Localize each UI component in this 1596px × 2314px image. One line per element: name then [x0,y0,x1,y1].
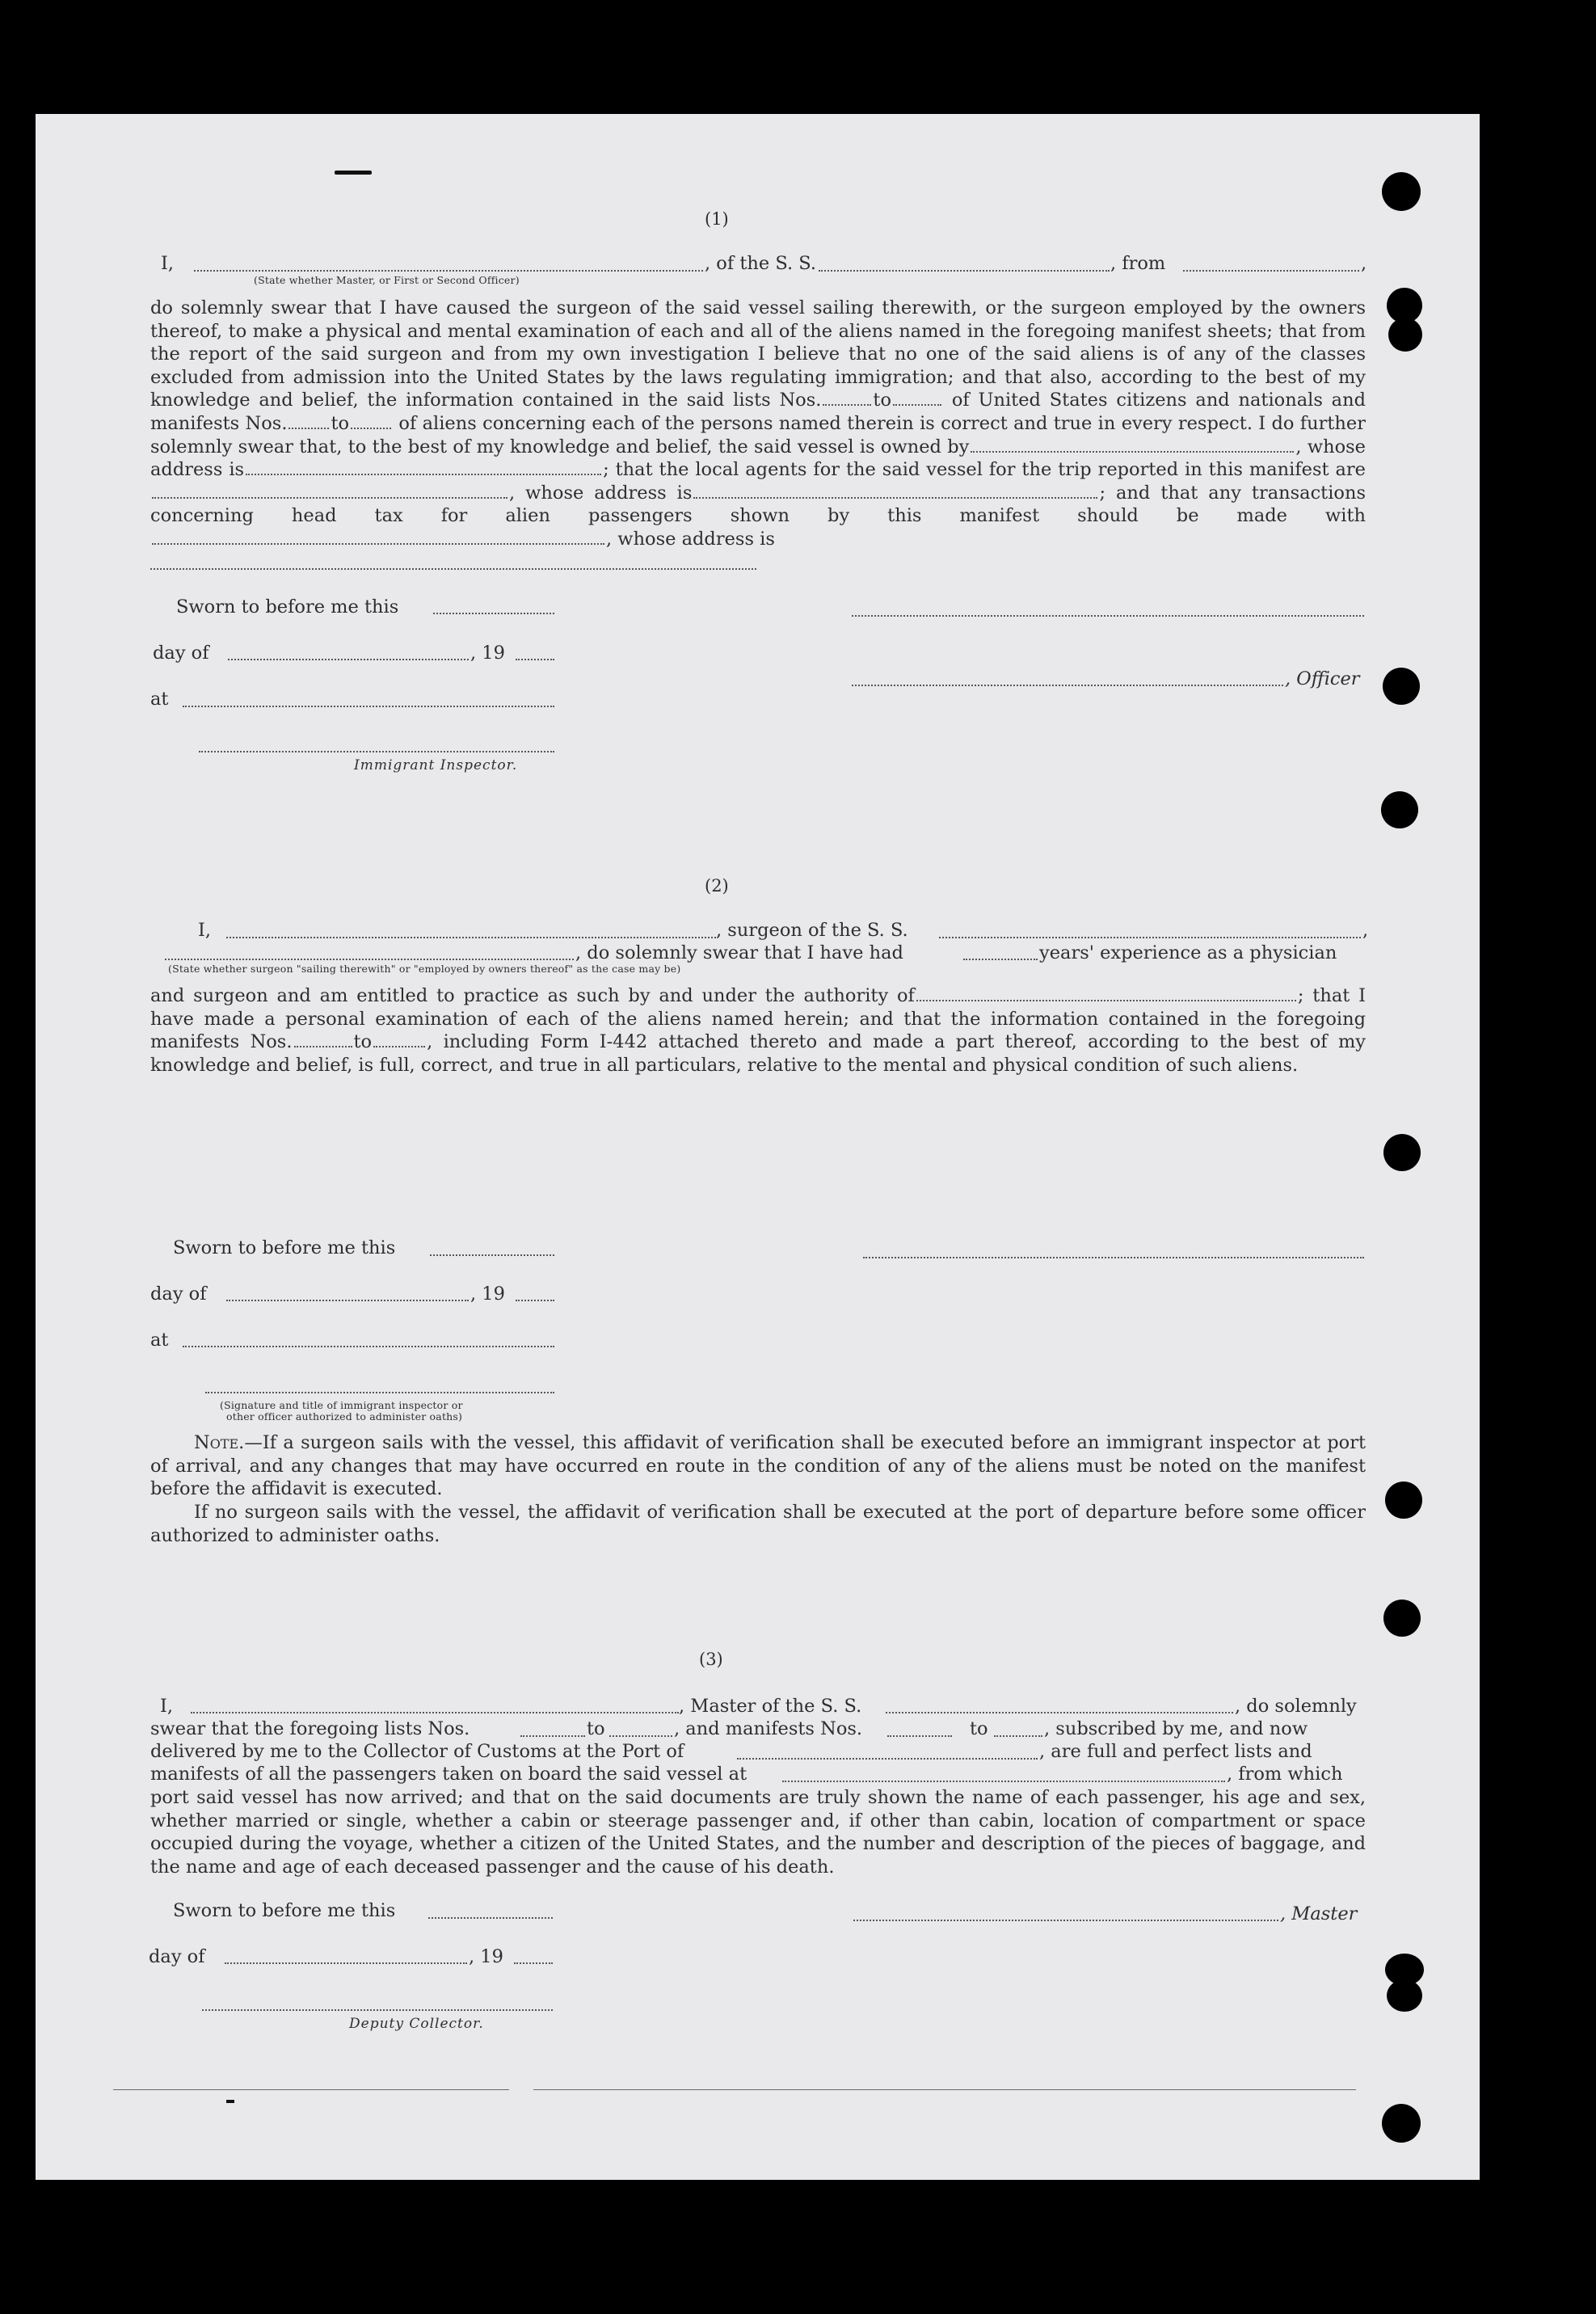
year-field[interactable] [514,1962,553,1964]
punch-hole [1383,1134,1421,1171]
label-do-solemnly: , do solemnly [1235,1696,1357,1717]
note-label: Note. [194,1432,245,1453]
manifests-to-field[interactable] [351,428,391,429]
punct: ; [603,459,609,481]
section-3-body [150,1786,1366,1878]
punch-hole [1382,172,1421,211]
surgeon-type-hint: (State whether surgeon "sailing therewith" or "employed by owners thereof" as the case may be) [168,963,681,975]
label-to: to [353,1031,373,1053]
at-field[interactable] [183,706,554,707]
sworn-label: Sworn to before me this [173,1237,396,1258]
inspector-signature-field[interactable] [199,751,554,752]
collector-caption: Deputy Collector. [349,2016,484,2032]
label-to: to [331,412,350,434]
surgeon-text-1: and surgeon and am entitled to practice as such by and under the authority of [150,985,915,1006]
oath-text-4: ; and that any transactions concerning head tax for alien passengers shown by this manifest should be made with [150,482,1366,527]
punch-hole [1382,2104,1421,2143]
manifests-to-field[interactable] [994,1735,1042,1737]
section-1-number: (1) [705,209,729,229]
note-text-2: If no surgeon sails with the vessel, the affidavit of verification shall be executed at the port of departure before some officer authorized to administer oaths. [150,1502,1366,1546]
footer-rule-left [113,2089,509,2090]
lists-to-field[interactable] [893,404,941,406]
note-text-1: —If a surgeon sails with the vessel, this affidavit of verification shall be executed before an immigrant inspector at port of arrival, and any changes that may have occurred en route in the condition of any of the aliens must be noted on the manifest before the affidavit is executed. [150,1432,1366,1500]
label-to: to [970,1718,988,1739]
section-3-number: (3) [699,1650,723,1669]
officer-signature-field[interactable] [852,685,1283,686]
sworn-day-field[interactable] [430,1254,554,1256]
owner-field[interactable] [971,451,1294,453]
punct: , [1362,920,1369,941]
year-field[interactable] [516,659,554,660]
punch-hole [1385,1482,1422,1519]
surgeon-signature-field[interactable] [863,1257,1364,1258]
oath-text-1: do solemnly swear that I have caused the surgeon of the said vessel sailing therewith, or the surgeon employed by the owners thereof, to make a physical and mental examination of each and all of the aliens named in the foregoing manifest sheets; that from the report of the said surgeon and from my own investigation I believe that no one of the said aliens is of any of the classes excluded from admission into the United States by the laws regulating immigration; and that also, according to the best of my knowledge and belief, the information contained in the said lists Nos. [150,297,1366,411]
label-of-ss: , of the S. S. [705,253,817,274]
officer-signature-line-top[interactable] [852,615,1364,617]
inspector-signature-field[interactable] [205,1392,554,1393]
lists-to-field[interactable] [609,1735,672,1737]
label-years-experience: years' experience as a physician [1039,942,1337,963]
surgeon-note-2 [150,1501,1366,1547]
oath-text-3: that the local agents for the said vessel for the trip reported in this manifest are [615,459,1366,481]
surgeon-text-3: , including Form I-442 attached thereto and made a part thereof, according to the best of my knowledge and belief, is full, correct, and true in all particulars, relative to the mental and physical condition of such aliens. [150,1031,1366,1076]
manifests-from-field[interactable] [294,1046,352,1047]
master-oath-text: port said vessel has now arrived; and that on the said documents are truly shown the name of each passenger, his age and sex, whether married or single, whether a cabin or steerage passenger and, if other than cabin, location of compartment or space occupied during the voyage, whether a citizen of the United States, and the number and description of the pieces of baggage, and the name and age of each deceased passenger and the cause of his death. [150,1787,1366,1878]
oath-text-2: of aliens concerning each of the persons named therein is correct and true in every respect. I do further solemnly swear that, to the best of my knowledge and belief, the said vessel is owned by [150,412,1366,457]
label-master-of: , Master of the S. S. [679,1696,862,1717]
section-1-line1 [161,253,174,274]
vessel-name-field[interactable] [819,270,1110,272]
label-i: I, [161,253,175,274]
section-2-body [150,984,1366,1077]
master-signature-field[interactable] [853,1920,1278,1921]
label-i: I, [198,920,212,941]
label-delivered: delivered by me to the Collector of Customs at the Port of [150,1741,684,1762]
label-whose-address: , whose address is [150,436,1366,481]
label-subscribed: , subscribed by me, and now [1044,1718,1308,1739]
from-port-field[interactable] [1183,270,1359,272]
dayof-label: day of [149,1946,205,1967]
year-label: , 19 [470,1283,505,1305]
punch-hole [1383,1600,1421,1637]
punct: , [509,482,516,504]
label-are-full: , are full and perfect lists and [1039,1741,1312,1762]
year-label: , 19 [470,643,505,664]
officer-label: , Officer [1285,668,1360,689]
label-from-which: , from which [1227,1764,1343,1785]
sworn-label: Sworn to before me this [173,1900,396,1921]
at-label: at [150,1330,169,1351]
sworn-day-field[interactable] [428,1917,553,1919]
label-manifests: , and manifests Nos. [674,1718,863,1739]
master-vessel-field[interactable] [886,1712,1233,1713]
at-field[interactable] [183,1346,554,1347]
year-label: , 19 [469,1946,503,1967]
dayof-field[interactable] [226,1300,469,1301]
punch-hole [1387,1979,1422,2012]
port-of-field[interactable] [737,1758,1038,1760]
embarkation-port-field[interactable] [782,1781,1225,1782]
surgeon-note [150,1431,1366,1501]
dayof-field[interactable] [228,659,469,660]
label-i: I, [160,1696,174,1717]
inspector-caption: Immigrant Inspector. [354,757,518,773]
year-field[interactable] [516,1300,554,1301]
signature-hint-2: other officer authorized to administer oaths) [226,1410,463,1423]
line-end-comma: , [1361,253,1367,274]
officer-name-field[interactable] [194,270,703,272]
footer-rule-right [533,2089,1356,2090]
surgeon-type-field[interactable] [165,959,574,960]
punct: ; [1297,985,1304,1006]
authority-field[interactable] [916,1000,1296,1001]
lists-from-field[interactable] [823,404,871,406]
head-tax-contact-field[interactable] [152,543,604,545]
dayof-label: day of [153,643,209,664]
punch-hole [1383,668,1420,705]
stray-mark [226,2100,234,2103]
at-label: at [150,689,169,710]
oath-text-us: of United States citizens and nationals and manifests Nos. [150,390,1366,434]
dayof-label: day of [150,1283,207,1305]
lists-from-field[interactable] [520,1735,585,1737]
document-sheet [36,114,1480,2180]
label-whose-address: , whose address is [606,528,775,550]
collector-signature-field[interactable] [202,2009,553,2011]
surgeon-vessel-field[interactable] [939,937,1361,938]
local-agents-field[interactable] [152,497,507,499]
punch-hole [1381,791,1418,828]
section-1-body [150,297,1366,551]
officer-rank-hint: (State whether Master, or First or Second Officer) [254,274,520,286]
sworn-label: Sworn to before me this [176,596,399,617]
label-to: to [873,390,891,411]
owner-address-field[interactable] [246,474,601,475]
head-tax-address-field[interactable] [150,568,756,570]
punch-hole [1388,318,1422,352]
label-to: to [587,1718,605,1739]
surgeon-text-2: that I have made a personal examination of each of the aliens named herein; and that the information contained in the foregoing manifests Nos. [150,985,1366,1053]
manifests-from-field[interactable] [887,1735,952,1737]
label-manifests-all: manifests of all the passengers taken on board the said vessel at [150,1764,747,1785]
manifests-to-field[interactable] [373,1046,425,1047]
signature-hint-1: (Signature and title of immigrant inspector or [220,1399,463,1411]
section-2-number: (2) [705,876,729,896]
dayof-field[interactable] [225,1962,467,1964]
master-label: , Master [1280,1903,1358,1924]
label-whose-address: whose address is [525,482,693,504]
manifests-from-field[interactable] [288,428,329,429]
sworn-day-field[interactable] [433,613,554,614]
years-field[interactable] [963,959,1038,960]
surgeon-name-field[interactable] [226,937,716,938]
label-from: , from [1110,253,1166,274]
label-solemnly-swear: , do solemnly swear that I have had [575,942,903,963]
stray-mark [335,171,372,175]
agents-address-field[interactable] [693,497,1097,499]
label-swear-lists: swear that the foregoing lists Nos. [150,1718,470,1739]
label-surgeon-of: , surgeon of the S. S. [716,920,908,941]
master-name-field[interactable] [191,1712,679,1713]
